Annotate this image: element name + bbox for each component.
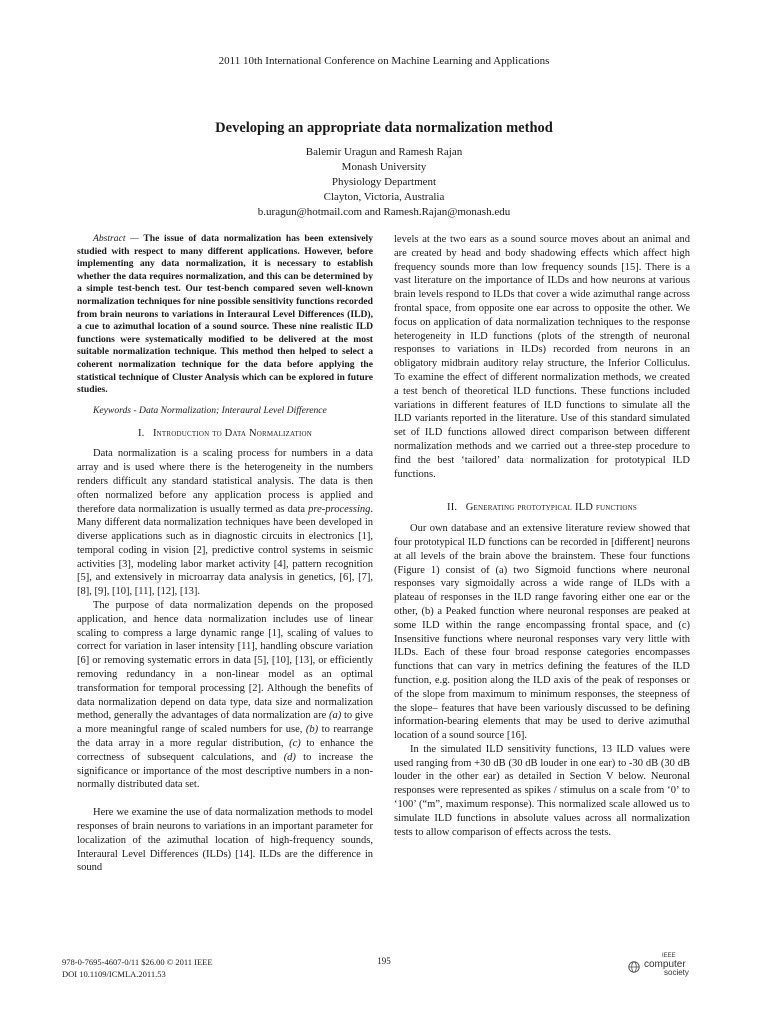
paper-title: Developing an appropriate data normalization method bbox=[215, 120, 553, 136]
text-run: to increase the significance or importance of the most descriptive numbers in a non-normally distributed data set. bbox=[77, 751, 373, 791]
emphasis: (a) bbox=[329, 710, 342, 722]
paragraph bbox=[77, 599, 373, 792]
author-block bbox=[0, 145, 768, 220]
emphasis: pre-processing bbox=[308, 503, 371, 515]
page-number: 195 bbox=[377, 956, 391, 966]
right-column bbox=[394, 233, 690, 839]
paragraph: Our own database and an extensive literature review showed that four prototypical ILD functions can be recorded in [different] neurons at all levels of the brain above the brainstem. These four functions (Figure 1) consist of (a) two Sigmoid functions where neuronal responses vary sigmoidally across a wide range of ILDs with a plateau of responses in the ILD range favoring either one ear or the other, (b) a Peaked function where neuronal responses are peaked at some ILD within the range encompassing frontal space, and (c) Insensitive functions where neuronal responses vary very little with ILDs. Each of these four broad response categories encompasses functions that can vary in metrics defining the features of the ILD function, e.g. position along the ILD axis of the peak of responses or of the slope from maximum to minimum responses, the steepness of the slope– features that have been variously discussed to be defining information-bearing elements that may be used to derive azimuthal location of a sound source [16]. bbox=[394, 523, 690, 742]
paragraph: In the simulated ILD sensitivity functions, 13 ILD values were used ranging from +30 dB (30 dB louder in one ear) to -30 dB (30 dB louder in the other ear) as detailed in Section V below. Neuronal responses were represented as spikes / stimulus on a scale from ‘0’ to ‘100’ (“m”, maximum response). This normalized scale allowed us to simulate ILD functions in absolute values across all normalization tests to allow comparison of effects across the tests. bbox=[394, 743, 690, 838]
abstract-dash: — bbox=[125, 233, 144, 244]
logo-line: computer bbox=[644, 959, 686, 970]
department: Physiology Department bbox=[331, 176, 437, 188]
section-title: Generating prototypical ILD functions bbox=[465, 502, 637, 514]
text-run: . Many different data normalization techniques have been developed in diverse applications such as in diagnostic circuits in electronics [1], temporal coding in vision [2], predictive control systems in seismic activities [3], modeling labor market activity [4], pattern recognition [5], and extensively in microarray data analysis in genetics, [6], [7], [8], [9], [10], [11], [12], [13]. bbox=[77, 503, 373, 598]
abstract-text: The issue of data normalization has been extensively studied with respect to many different applications. However, before implementing any data normalization, it is necessary to establish whether the data requires normalization, and this can be determined by a simple test-bench test. Our test-bench compared seven well-known normalization techniques for nine possible sensitivity functions recorded from brain neurons to variations in Interaural Level Differences (ILD), a cue to azimuthal location of a sound source. These nine realistic ILD functions were systematically modified to be delivered at the most suitable normalization technique. This method then helped to select a coherent normalization technique for the data before applying the statistical technique of Cluster Analysis which can be explored in future studies. bbox=[77, 233, 374, 396]
location: Clayton, Victoria, Australia bbox=[323, 191, 445, 203]
globe-icon bbox=[628, 961, 640, 973]
ieee-computer-society-logo bbox=[628, 952, 708, 978]
author-names: Balemir Uragun and Ramesh Rajan bbox=[305, 146, 463, 158]
isbn-line: 978-0-7695-4607-0/11 $26.00 © 2011 IEEE bbox=[62, 957, 213, 967]
paragraph bbox=[77, 447, 373, 599]
logo-line: IEEE bbox=[662, 953, 676, 959]
left-column bbox=[77, 233, 373, 875]
author-emails: b.uragun@hotmail.com and Ramesh.Rajan@monash.edu bbox=[257, 206, 511, 218]
keywords: Keywords - Data Normalization; Interaural Level Difference bbox=[93, 404, 327, 416]
text-run: to enhance the correctness of subsequent calculations, and bbox=[77, 738, 374, 763]
emphasis: (d) bbox=[283, 751, 296, 763]
text-run: to give a more meaningful range of scaled numbers for use, bbox=[77, 710, 373, 736]
affiliation: Monash University bbox=[341, 161, 427, 173]
text-run: to rearrange the data array in a more regular distribution, bbox=[77, 724, 373, 750]
conference-header: 2011 10th International Conference on Machine Learning and Applications bbox=[218, 55, 550, 67]
text-run: Data normalization is a scaling process for numbers in a data array and is used where there is the heterogeneity in the numbers renders difficult any standard statistical analysis. The data is then often normalized before any application process is applied and therefore data normalization is usually termed as data bbox=[77, 448, 373, 515]
paragraph: levels at the two ears as a sound source moves about an animal and are created by head and body shadowing effects which affect high frequency sounds more than low frequency sounds [15]. There is a vast literature on the importance of ILDs and how neurons at various brain levels respond to ILDs that cover a wide azimuthal range across frontal space, from opposite one ear across to opposite the other. We focus on application of data normalization techniques to the response heterogeneity in ILD functions (plots of the strength of neuronal responses to variations in ILDs) recorded from neurons in an obligatory midbrain auditory relay structure, the Inferior Colliculus. To examine the effect of different normalization methods, we created a test bench of theoretical ILD functions. These functions included variations in different features of ILD functions to simulate all the ILD variants reported in the literature. Use of this standard simulated set of ILD functions allowed direct comparison between different normalization methods and we carried out a three-step procedure to find the best ‘tailored’ data normalization for prototypical ILD functions. bbox=[394, 234, 690, 480]
section-heading-2 bbox=[394, 501, 690, 515]
abstract-label: Abstract bbox=[93, 233, 126, 244]
emphasis: (c) bbox=[289, 738, 301, 750]
logo-text bbox=[644, 952, 689, 977]
abstract bbox=[77, 233, 373, 397]
section-title: Introduction to Data Normalization bbox=[152, 427, 313, 439]
text-run: The purpose of data normalization depends on the proposed application, and hence data normalization includes use of linear scaling to compress a large dynamic range [1], scaling of values to correct for variation in laser intensity [11], handling obscure variation [6] or removing systematic errors in data [5], [10], [13], or efficiently removing redundancy in a non-linear model as an optimal transformation for temporal processing [2]. Although the benefits of data normalization depend on data type, data size and normalization method, generally the advantages of data normalization are bbox=[77, 600, 373, 722]
paragraph: Here we examine the use of data normalization methods to model responses of brain neurons to variations in an important parameter for localization of the azimuthal location of high-frequency sounds, Interaural Level Differences (ILDs) [14]. ILDs are the difference in sound bbox=[77, 807, 373, 874]
section-number: II. bbox=[447, 502, 458, 514]
paragraph-gap bbox=[77, 792, 373, 806]
doi-line: DOI 10.1109/ICMLA.2011.53 bbox=[62, 969, 166, 979]
section-number: I. bbox=[137, 427, 145, 439]
section-heading-1 bbox=[77, 427, 373, 441]
emphasis: (b) bbox=[305, 724, 319, 736]
logo-line: society bbox=[664, 968, 689, 977]
